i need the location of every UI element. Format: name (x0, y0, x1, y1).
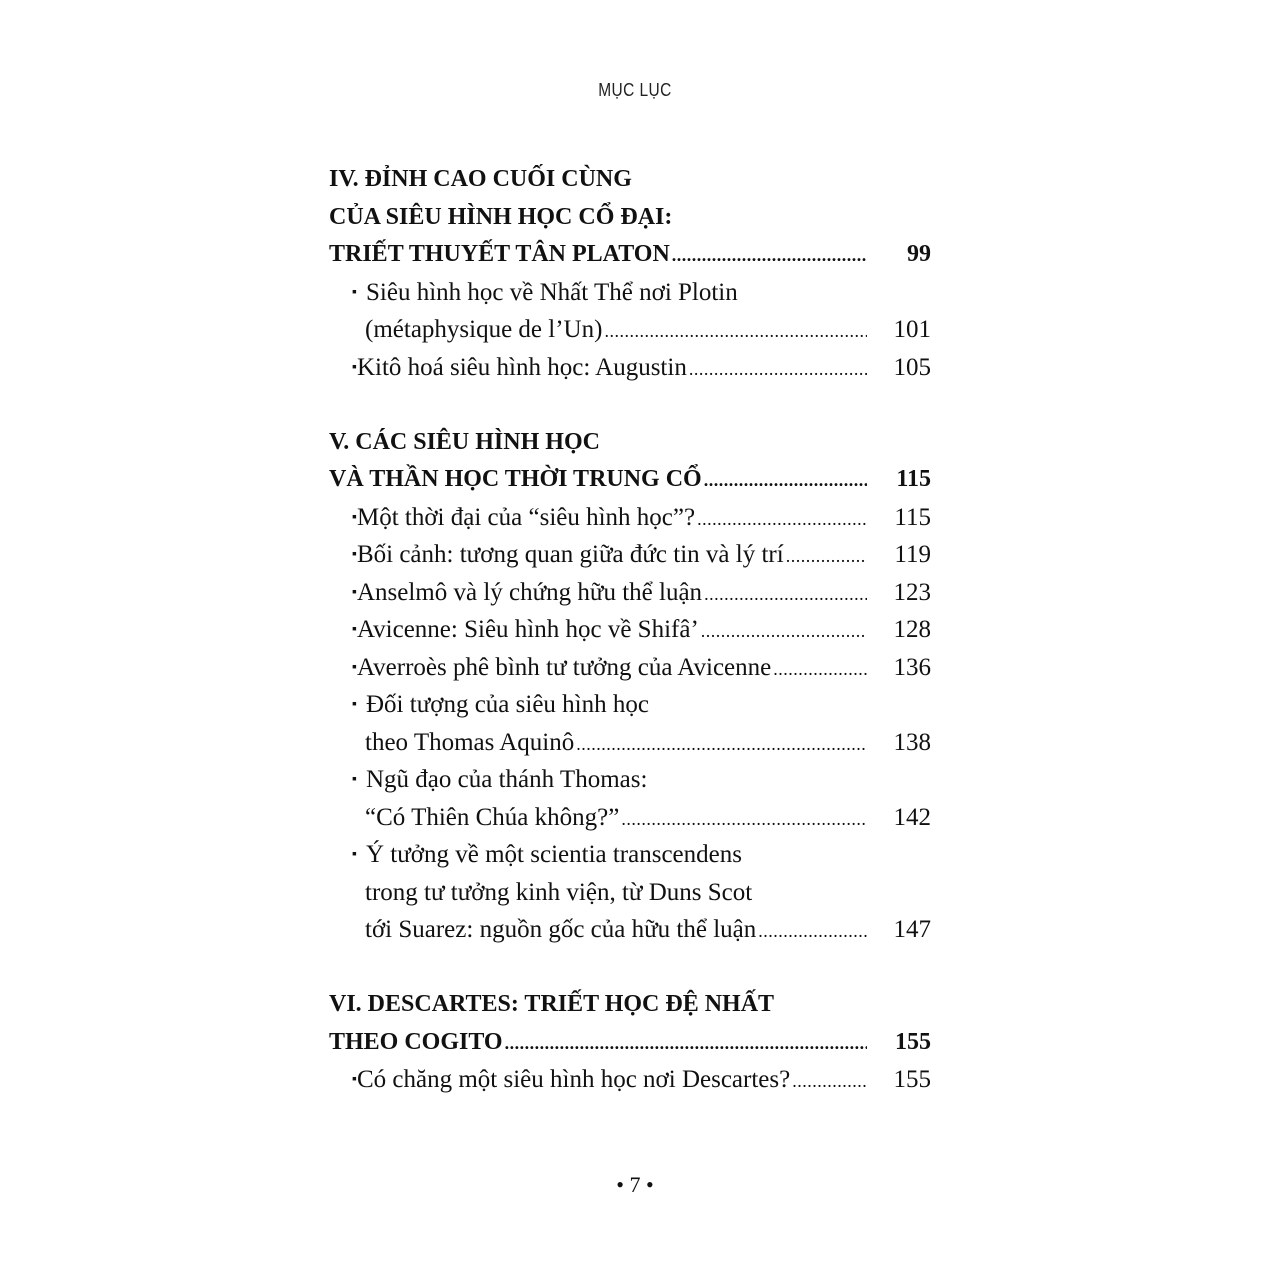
toc-entry-text: Có chăng một siêu hình học nơi Descartes? (356, 1066, 791, 1093)
toc-entry-text: theo Thomas Aquinô (365, 728, 575, 756)
toc-page-number: 128 (893, 616, 931, 643)
toc-entry-text: “Có Thiên Chúa không?” (365, 803, 620, 831)
dot-leader (773, 651, 867, 689)
dot-leader (621, 801, 867, 839)
toc-entry-text: tới Suarez: nguồn gốc của hữu thể luận (365, 916, 757, 943)
toc-entry-line (329, 724, 931, 762)
bullet-icon: ▪ (352, 284, 357, 300)
bullet-icon: ▪ (352, 584, 357, 600)
dot-leader (786, 538, 867, 576)
toc-entry-text: THEO COGITO (329, 1028, 503, 1055)
dot-leader (576, 726, 867, 764)
toc-entry-text: Averroès phê bình tư tưởng của Avicenne (356, 653, 772, 681)
toc-entry-line (329, 761, 931, 799)
toc-chapter-line (329, 986, 931, 1024)
bullet-icon: ▪ (352, 359, 357, 375)
dot-leader (704, 576, 867, 614)
toc-page-number: 155 (893, 1066, 931, 1093)
toc-entry-line (329, 274, 931, 312)
toc-page-number: 115 (896, 466, 931, 492)
section-spacer (329, 386, 931, 424)
section-spacer (329, 949, 931, 987)
toc-entry-line (329, 799, 931, 837)
toc-entry-line (329, 536, 931, 574)
toc-entry-line (329, 1061, 931, 1099)
toc-chapter-line (329, 1024, 931, 1062)
toc-entry-line (329, 574, 931, 612)
dot-leader (604, 313, 867, 351)
toc-entry-text: Anselmô và lý chứng hữu thể luận (356, 578, 703, 606)
toc-entry-line (329, 349, 931, 387)
toc-entry-line (329, 836, 931, 874)
bullet-icon: ▪ (352, 509, 357, 525)
toc-page-number: 155 (895, 1028, 931, 1055)
toc-entry-text: TRIẾT THUYẾT TÂN PLATON (329, 241, 670, 267)
toc-page-number: 99 (907, 241, 931, 267)
toc-entry-text: V. CÁC SIÊU HÌNH HỌC (329, 428, 600, 455)
toc-entry-line (329, 649, 931, 687)
dot-leader (689, 351, 867, 389)
bullet-icon: ▪ (352, 772, 357, 787)
toc-entry-line (329, 499, 931, 537)
toc-entry-line (329, 611, 931, 649)
bullet-icon: ▪ (352, 1072, 357, 1087)
toc-entry-line (329, 911, 931, 949)
toc-chapter-line (329, 161, 931, 199)
dot-leader (758, 913, 867, 951)
toc-entry-line (329, 874, 931, 912)
toc-entry-text: Ý tưởng về một scientia transcendens (366, 841, 742, 868)
toc-page-number: 119 (894, 541, 931, 568)
page-number: • 7 • (616, 1172, 654, 1197)
bullet-icon: ▪ (352, 622, 357, 637)
toc-chapter-line (329, 461, 931, 499)
toc-entry-line (329, 686, 931, 724)
toc-entry-text: Kitô hoá siêu hình học: Augustin (356, 353, 687, 381)
toc-page-number: 136 (893, 653, 931, 681)
toc-page-number: 101 (893, 316, 931, 343)
toc-entry-text: Bối cảnh: tương quan giữa đức tin và lý trí (356, 541, 784, 568)
toc-entry-text: VÀ THẦN HỌC THỜI TRUNG CỔ (329, 466, 702, 492)
toc-page-number: 147 (893, 916, 931, 943)
dot-leader (792, 1063, 867, 1101)
toc-chapter-line (329, 199, 931, 237)
toc-entry-text: Avicenne: Siêu hình học về Shifâ’ (356, 616, 699, 643)
toc-page-number: 115 (894, 503, 931, 531)
bullet-icon: ▪ (352, 547, 357, 562)
toc-chapter-line (329, 236, 931, 274)
toc-page-number: 138 (893, 728, 931, 756)
dot-leader (672, 237, 867, 275)
toc-entry-text: trong tư tưởng kinh viện, từ Duns Scot (365, 878, 753, 906)
bullet-icon: ▪ (352, 847, 357, 862)
running-header: MỤC LỤC (598, 80, 672, 100)
dot-leader (697, 501, 867, 539)
toc-entry-text: Một thời đại của “siêu hình học”? (356, 503, 696, 531)
dot-leader (704, 462, 867, 500)
toc-chapter-line (329, 424, 931, 462)
toc-entry-text: (métaphysique de l’Un) (365, 316, 603, 343)
bullet-icon: ▪ (352, 697, 357, 712)
bullet-icon: ▪ (352, 659, 357, 675)
toc-entry-text: VI. DESCARTES: TRIẾT HỌC ĐỆ NHẤT (329, 991, 775, 1017)
toc-entry-text: Ngũ đạo của thánh Thomas: (366, 766, 648, 793)
toc-entry-line (329, 311, 931, 349)
dot-leader (505, 1025, 867, 1063)
toc-page-number: 142 (893, 803, 931, 831)
dot-leader (701, 613, 867, 651)
toc-entry-text: CỦA SIÊU HÌNH HỌC CỔ ĐẠI: (329, 203, 673, 230)
toc-entry-text: IV. ĐỈNH CAO CUỐI CÙNG (329, 166, 632, 192)
toc-entry-text: Đối tượng của siêu hình học (366, 691, 649, 718)
toc-page-number: 105 (893, 353, 931, 381)
toc-entry-text: Siêu hình học về Nhất Thể nơi Plotin (366, 278, 738, 306)
table-of-contents (329, 161, 931, 1099)
toc-page-number: 123 (893, 578, 931, 606)
